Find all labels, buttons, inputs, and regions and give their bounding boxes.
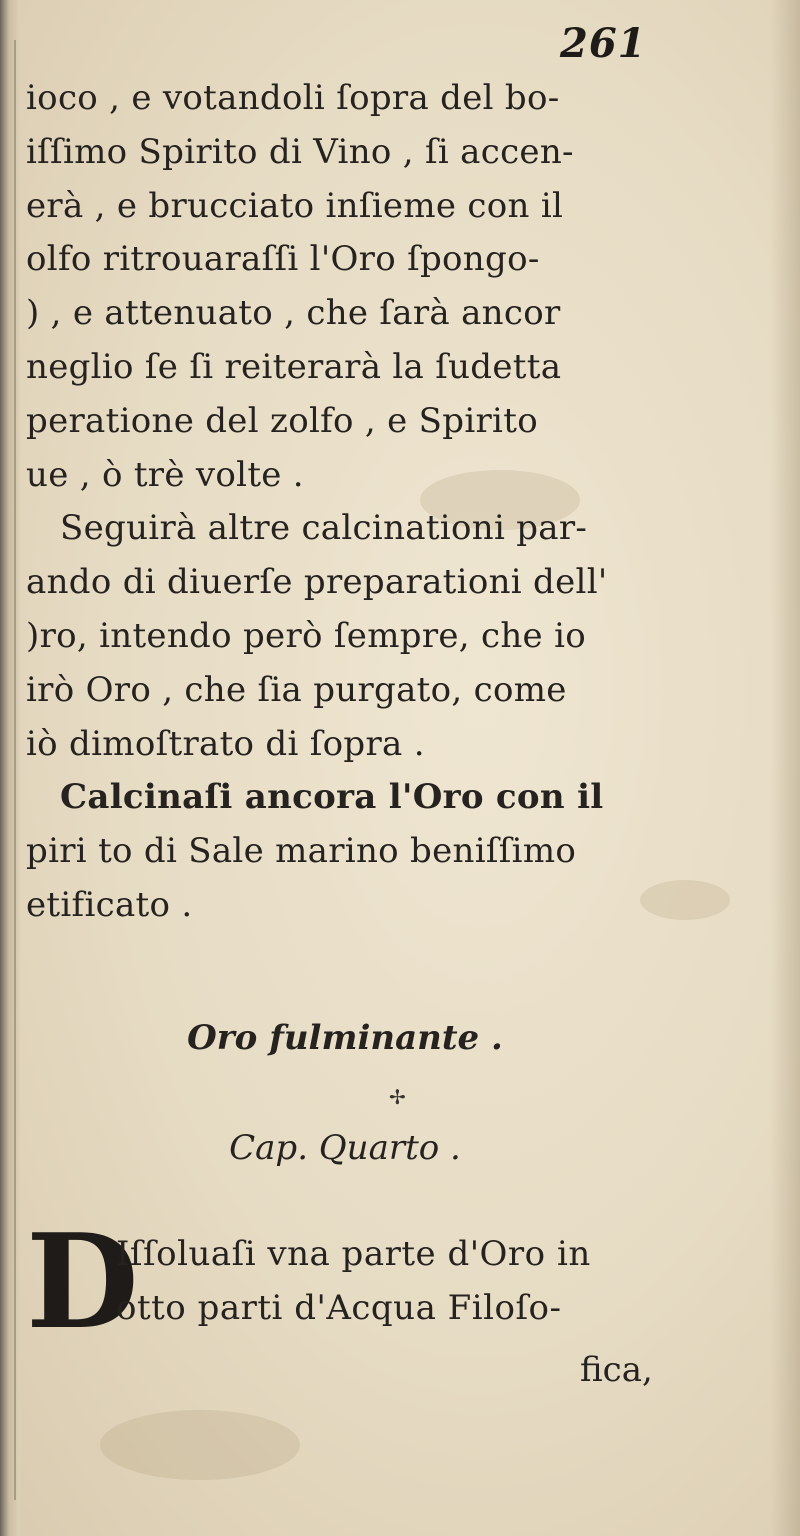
text-line: etificato . (26, 884, 193, 925)
gutter-line (14, 40, 16, 1500)
paper-stain (100, 1410, 300, 1480)
text-line: otto parti d'Acqua Filoſo- (116, 1287, 562, 1328)
text-line: piri to di Sale marino beniſſimo (26, 831, 577, 872)
text-line: perationе del zolfo , e Spirito (26, 400, 538, 441)
body-text (26, 72, 716, 933)
text-line: erà , e brucciato inſieme con il (26, 185, 564, 226)
text-line: Seguirà altre calcinationi par- (60, 508, 588, 549)
text-line: irò Oro , che ſia purgato, come (26, 669, 567, 710)
text-line: iò dimoſtrato di ſopra . (26, 723, 425, 764)
final-paragraph (116, 1228, 716, 1336)
text-line: olfo ritrouaraſſi l'Oro ſpongo- (26, 239, 540, 280)
ornament-icon: ✢ (389, 1085, 406, 1109)
catchword: fica, (580, 1350, 653, 1390)
chapter-heading: Cap. Quarto . (229, 1128, 461, 1168)
text-line: ) , e attenuato , che ſarà ancor (26, 293, 561, 334)
text-line: Calcinaſi ancora l'Oro con il (60, 777, 604, 818)
text-line: )ro, intendo però ſempre, che io (26, 615, 587, 656)
page-edge-shadow (770, 0, 800, 1536)
text-line: neglio ſe ſi reiterarà la ſudetta (26, 346, 562, 387)
page-number: 261 (560, 20, 647, 67)
text-line: ue , ò trè volte . (26, 454, 304, 495)
section-title: Oro fulminante . (187, 1018, 503, 1058)
drop-cap: D (26, 1205, 139, 1358)
text-line: ando di diuerſe preparationi dell' (26, 562, 608, 603)
text-line: Iſſoluaſi vna parte d'Oro in (116, 1234, 591, 1274)
text-line: ioco , e votandoli ſopra del bo- (26, 78, 560, 118)
text-line: iſſimo Spirito di Vino , ſi accen- (26, 131, 574, 172)
binding-gutter (0, 0, 20, 1536)
